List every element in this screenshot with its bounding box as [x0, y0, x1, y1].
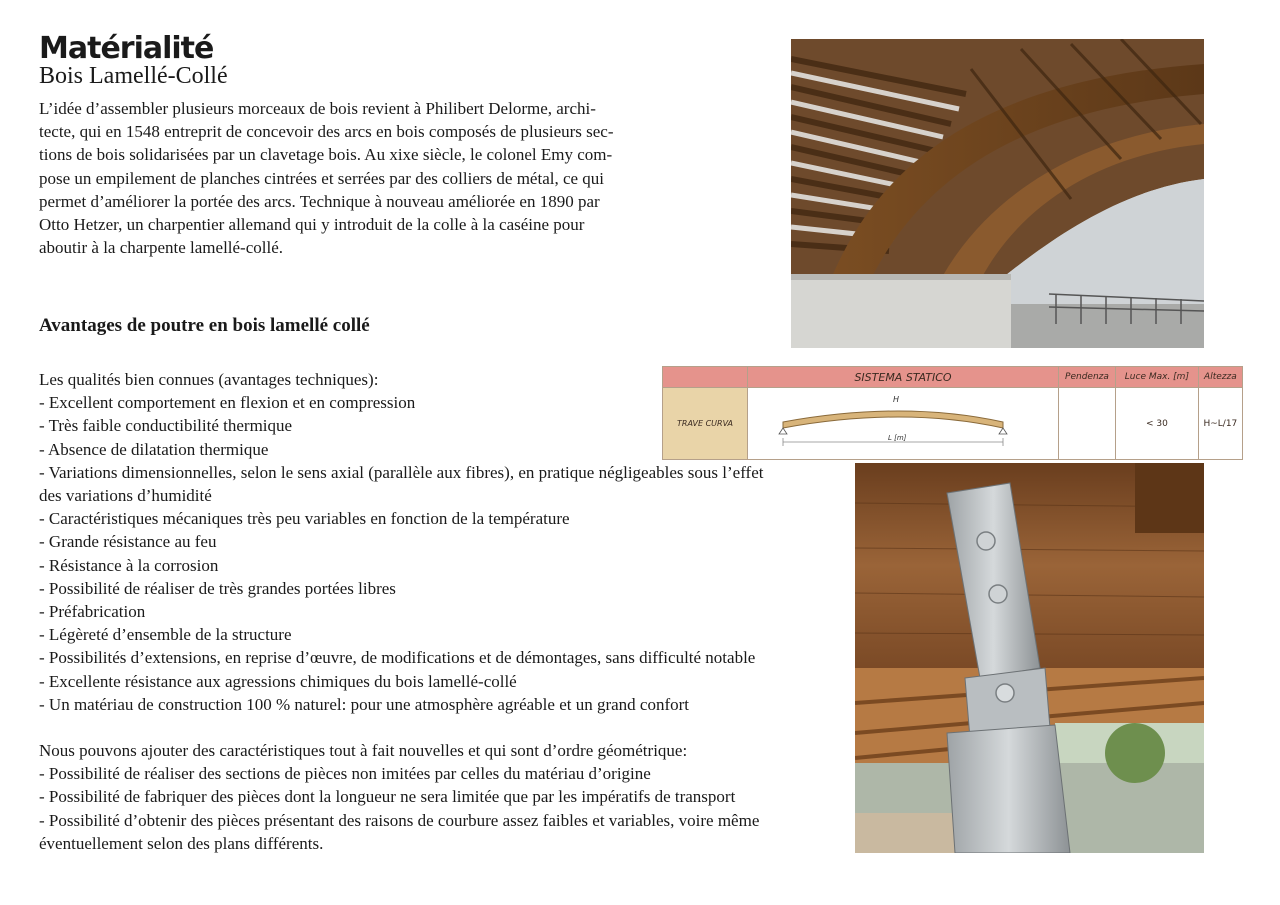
geo-item: - Possibilité de fabriquer des pièces dont la longueur ne sera limitée que par les impératifs de transport — [39, 787, 736, 807]
list-item: - Résistance à la corrosion — [39, 555, 219, 575]
curved-beam-drawing — [748, 388, 1059, 460]
list-item: - Absence de dilatation thermique — [39, 439, 269, 459]
intro-line: permet d’améliorer la portée des arcs. Technique à nouveau améliorée en 1890 par — [39, 191, 600, 211]
intro-paragraph — [39, 97, 689, 259]
header-sistema: SISTEMA STATICO — [748, 367, 1059, 388]
list-intro: Les qualités bien connues (avantages techniques): — [39, 370, 379, 389]
bracket-illustration — [855, 463, 1204, 853]
list-item: - Possibilité de réaliser de très grandes portées libres — [39, 578, 396, 598]
list-item: - Excellent comportement en flexion et en compression — [39, 393, 416, 413]
list-item: des variations d’humidité — [39, 486, 212, 506]
dim-l: L [m] — [888, 434, 907, 442]
geo-item: éventuellement selon des plans différents. — [39, 833, 324, 853]
intro-line: aboutir à la charpente lamellé-collé. — [39, 238, 284, 258]
header-altezza: Altezza — [1198, 367, 1242, 388]
geo-item: - Possibilité d’obtenir des pièces présentant des raisons de courbure assez faibles et variables, voire même — [39, 810, 760, 830]
spacer — [39, 716, 859, 739]
list-item: - Légèreté d’ensemble de la structure — [39, 625, 292, 645]
cell-pendenza — [1059, 388, 1116, 460]
list-item: - Préfabrication — [39, 602, 146, 622]
list-item: - Possibilités d’extensions, en reprise d’œuvre, de modifications et de démontages, sans difficulté notable — [39, 648, 756, 668]
curved-beam-svg — [748, 388, 1058, 456]
list-item: - Excellente résistance aux agressions chimiques du bois lamellé-collé — [39, 671, 517, 691]
list-item: - Grande résistance au feu — [39, 532, 217, 552]
intro-line: tions de bois solidarisées par un clavetage bois. Au xixe siècle, le colonel Emy com- — [39, 145, 613, 165]
intro-line: tecte, qui en 1548 entreprit de concevoir des arcs en bois composés de plusieurs sec- — [39, 122, 614, 142]
geo-intro: Nous pouvons ajouter des caractéristiques tout à fait nouvelles et qui sont d’ordre géométrique: — [39, 741, 688, 761]
intro-line: pose un empilement de planches cintrées et serrées par des colliers de métal, ce qui — [39, 168, 605, 188]
intro-line: Otto Hetzer, un charpentier allemand qui y introduit de la colle à la caséine pour — [39, 215, 585, 235]
table-row — [663, 388, 1243, 460]
list-item: - Variations dimensionnelles, selon le sens axial (parallèle aux fibres), en pratique négligeables sous l’effet — [39, 462, 764, 482]
list-item: - Très faible conductibilité thermique — [39, 416, 293, 436]
cell-luce: < 30 — [1115, 388, 1198, 460]
advantages-heading: Avantages de poutre en bois lamellé collé — [39, 315, 370, 336]
page-subtitle: Bois Lamellé-Collé — [39, 63, 228, 89]
glulam-roof-photo — [791, 39, 1204, 348]
header-luce: Luce Max. [m] — [1115, 367, 1198, 388]
page-title: Matérialité — [39, 31, 214, 66]
roof-illustration — [791, 39, 1204, 348]
bracket-photo — [855, 463, 1204, 853]
table-header-row — [663, 367, 1243, 388]
intro-line: L’idée d’assembler plusieurs morceaux de bois revient à Philibert Delorme, archi- — [39, 99, 596, 118]
table-corner — [663, 367, 748, 388]
cell-altezza: H~L/17 — [1198, 388, 1242, 460]
geo-item: - Possibilité de réaliser des sections de pièces non imitées par celles du matériau d’origine — [39, 764, 651, 784]
table — [662, 366, 1243, 460]
list-item: - Un matériau de construction 100 % naturel: pour une atmosphère agréable et un grand confort — [39, 694, 690, 714]
row-label: TRAVE CURVA — [663, 388, 748, 460]
list-item: - Caractéristiques mécaniques très peu variables en fonction de la température — [39, 509, 570, 529]
static-system-table — [662, 366, 1243, 457]
header-pendenza: Pendenza — [1059, 367, 1116, 388]
dim-h: H — [893, 395, 900, 404]
